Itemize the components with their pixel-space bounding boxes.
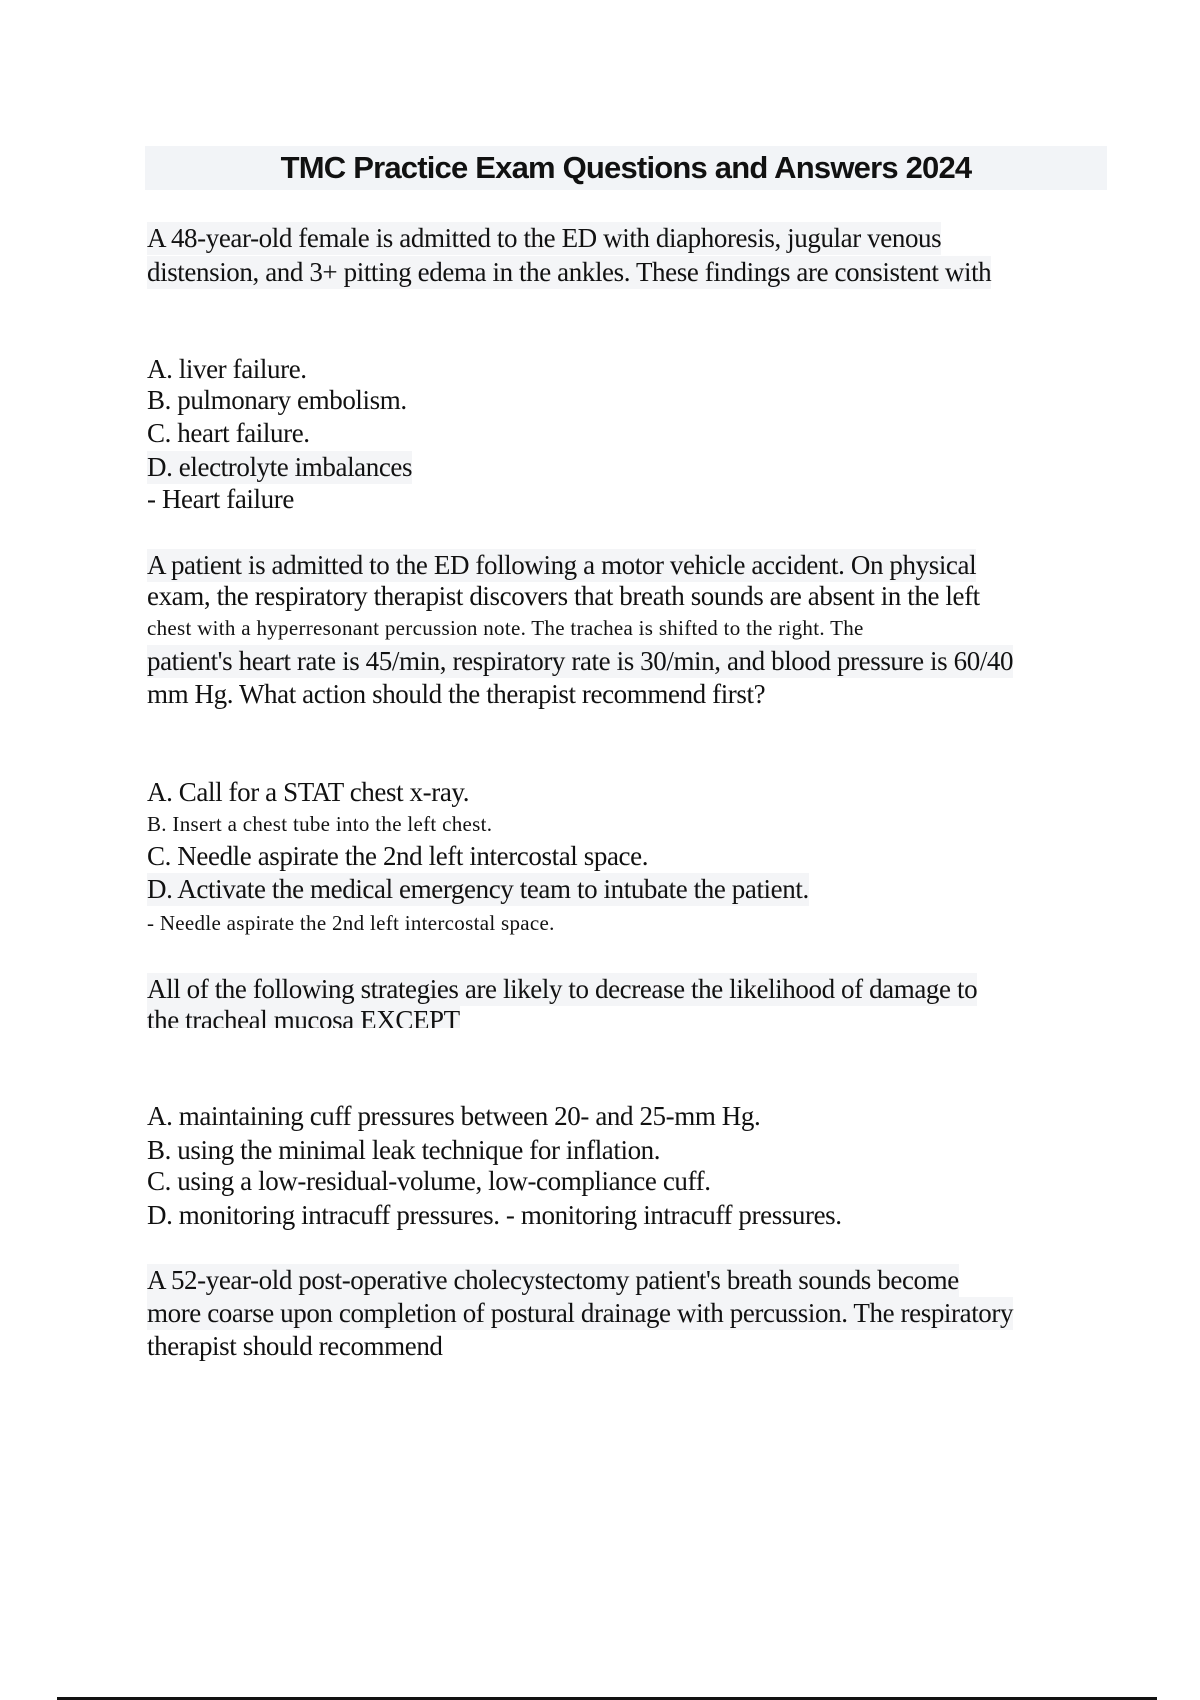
question-2-option-a: A. Call for a STAT chest x-ray. xyxy=(147,777,470,807)
question-1-line-2: distension, and 3+ pitting edema in the ankles. These findings are consistent with xyxy=(147,257,992,287)
question-1-option-c: C. heart failure. xyxy=(147,418,310,448)
page-title: TMC Practice Exam Questions and Answers 2024 xyxy=(280,150,972,185)
question-3-option-b: B. using the minimal leak technique for inflation. xyxy=(147,1135,661,1165)
question-3-line-1: All of the following strategies are likely to decrease the likelihood of damage to xyxy=(147,974,978,1004)
question-1-option-b: B. pulmonary embolism. xyxy=(147,385,407,415)
question-2-line-4: patient's heart rate is 45/min, respiratory rate is 30/min, and blood pressure is 60/40 xyxy=(147,646,1014,676)
question-2-line-3: chest with a hyperresonant percussion note. The trachea is shifted to the right. The xyxy=(147,616,864,640)
question-4-line-1: A 52-year-old post-operative cholecystectomy patient's breath sounds become xyxy=(147,1265,959,1295)
question-1-option-a: A. liver failure. xyxy=(147,354,307,384)
question-3-option-a: A. maintaining cuff pressures between 20- and 25-mm Hg. xyxy=(147,1101,761,1131)
question-2-line-5: mm Hg. What action should the therapist recommend first? xyxy=(147,679,766,709)
question-1-answer: - Heart failure xyxy=(147,484,294,514)
question-2-option-d: D. Activate the medical emergency team to intubate the patient. xyxy=(147,874,809,904)
question-1-option-d: D. electrolyte imbalances xyxy=(147,452,413,482)
question-2-answer: - Needle aspirate the 2nd left intercostal space. xyxy=(147,911,555,935)
question-1-line-1: A 48-year-old female is admitted to the ED with diaphoresis, jugular venous xyxy=(147,223,942,253)
question-2-option-b: B. Insert a chest tube into the left chest. xyxy=(147,812,493,836)
question-4-line-2: more coarse upon completion of postural drainage with percussion. The respiratory xyxy=(147,1298,1014,1328)
question-3-option-c: C. using a low-residual-volume, low-compliance cuff. xyxy=(147,1166,711,1196)
question-3-line-2: the tracheal mucosa EXCEPT xyxy=(147,1005,460,1028)
question-4-line-3: therapist should recommend xyxy=(147,1331,443,1361)
question-2-option-c: C. Needle aspirate the 2nd left intercostal space. xyxy=(147,841,649,871)
question-2-line-2: exam, the respiratory therapist discovers that breath sounds are absent in the left xyxy=(147,581,980,611)
question-2-line-1: A patient is admitted to the ED following a motor vehicle accident. On physical xyxy=(147,550,977,580)
question-3-option-d: D. monitoring intracuff pressures. - monitoring intracuff pressures. xyxy=(147,1200,842,1230)
